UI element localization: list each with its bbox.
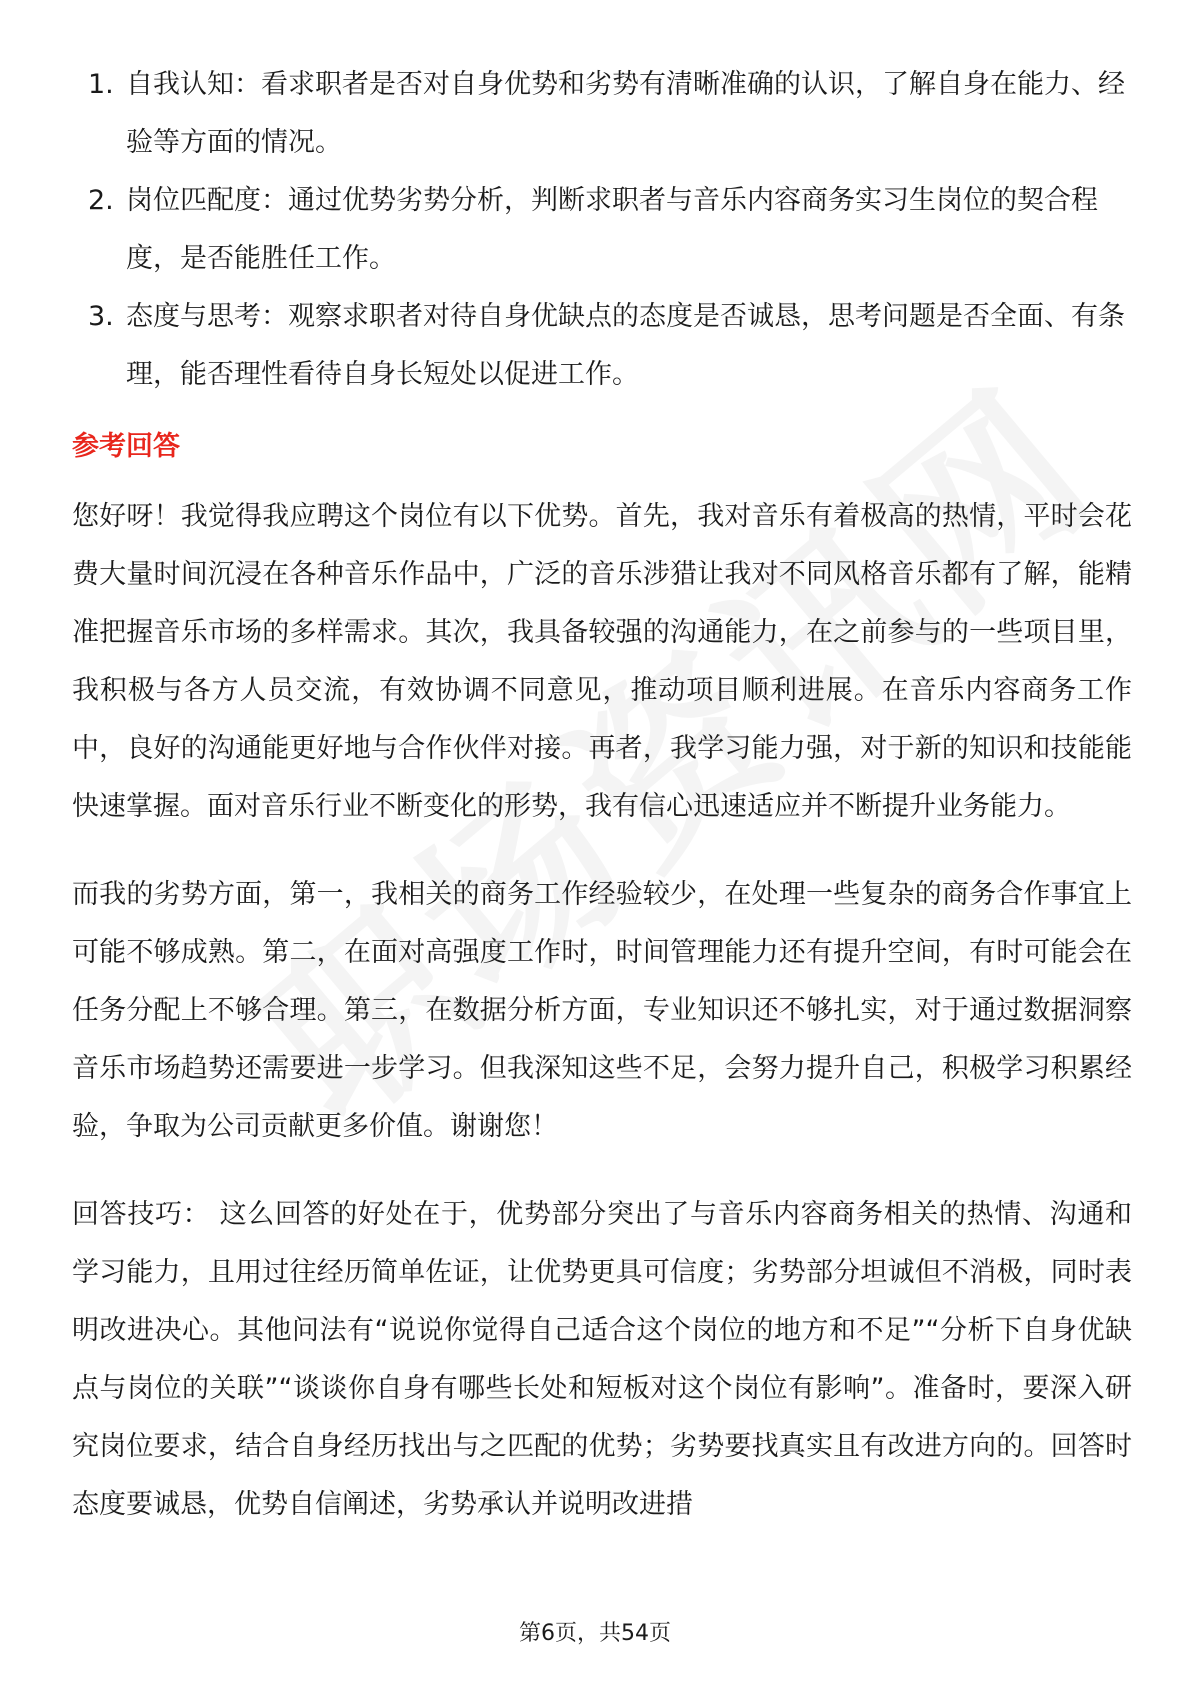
list-item-text: 自我认知：看求职者是否对自身优势和劣势有清晰准确的认识，了解自身在能力、经验等方面的情况。 (126, 69, 1125, 158)
page-number-footer: 第6页，共54页 (519, 1621, 671, 1646)
evaluation-criteria-list (72, 56, 1132, 404)
answer-tips-paragraph: 回答技巧： 这么回答的好处在于，优势部分突出了与音乐内容商务相关的热情、沟通和学习能力，且用过往经历简单佐证，让优势更具可信度；劣势部分坦诚但不消极，同时表明改进决心。其他问法有“说说你觉得自己适合这个岗位的地方和不足”“分析下自身优缺点与岗位的关联”“谈谈你自身有哪些长处和短板对这个岗位有影响”。准备时，要深入研究岗位要求，结合自身经历找出与之匹配的优势；劣势要找真实且有改进方向的。回答时态度要诚恳，优势自信阐述，劣势承认并说明改进措 (72, 1199, 1132, 1520)
section-heading-reference-answer: 参考回答 (72, 431, 180, 462)
document-body (72, 56, 1132, 1564)
list-number: 2. (88, 185, 114, 216)
list-number: 1. (88, 69, 114, 100)
list-item-text: 态度与思考：观察求职者对待自身优缺点的态度是否诚恳，思考问题是否全面、有条理，能否理性看待自身长短处以促进工作。 (126, 301, 1125, 390)
list-item (72, 172, 1132, 288)
list-item (72, 288, 1132, 404)
list-number: 3. (88, 301, 114, 332)
answer-paragraph-strengths: 您好呀！我觉得我应聘这个岗位有以下优势。首先，我对音乐有着极高的热情，平时会花费大量时间沉浸在各种音乐作品中，广泛的音乐涉猎让我对不同风格音乐都有了解，能精准把握音乐市场的多样需求。其次，我具备较强的沟通能力，在之前参与的一些项目里，我积极与各方人员交流，有效协调不同意见，推动项目顺利进展。在音乐内容商务工作中，良好的沟通能更好地与合作伙伴对接。再者，我学习能力强，对于新的知识和技能能快速掌握。面对音乐行业不断变化的形势，我有信心迅速适应并不断提升业务能力。 (72, 501, 1132, 822)
list-item (72, 56, 1132, 172)
answer-paragraph-weaknesses: 而我的劣势方面，第一，我相关的商务工作经验较少，在处理一些复杂的商务合作事宜上可能不够成熟。第二，在面对高强度工作时，时间管理能力还有提升空间，有时可能会在任务分配上不够合理。第三，在数据分析方面，专业知识还不够扎实，对于通过数据洞察音乐市场趋势还需要进一步学习。但我深知这些不足，会努力提升自己，积极学习积累经验，争取为公司贡献更多价值。谢谢您！ (72, 879, 1132, 1142)
list-item-text: 岗位匹配度：通过优势劣势分析，判断求职者与音乐内容商务实习生岗位的契合程度，是否能胜任工作。 (126, 185, 1098, 274)
